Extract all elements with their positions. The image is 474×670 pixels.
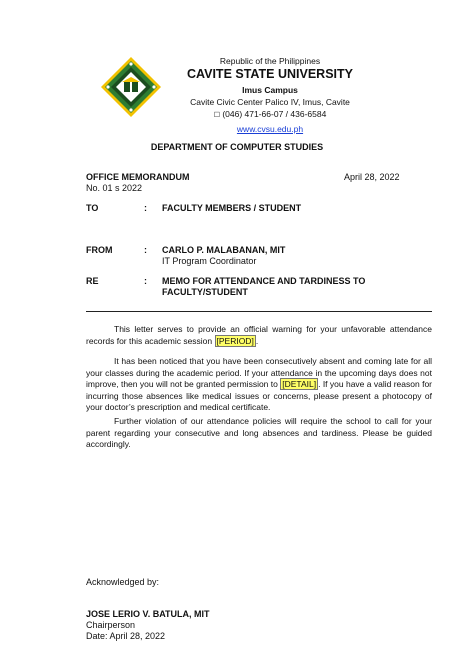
re-line-2: FACULTY/STUDENT: [162, 287, 248, 297]
chairperson-title: Chairperson: [86, 620, 136, 630]
to-colon: :: [144, 203, 147, 213]
paragraph-2-end: . If you have a valid reason for incurring those absences like medical issues or concerns, please present a photocopy of your doctor’s prescription and medical certificate.: [86, 379, 432, 413]
republic-line: Republic of the Philippines: [219, 56, 321, 66]
memo-number: No. 01 s 2022: [86, 183, 143, 193]
re-line-1: MEMO FOR ATTENDANCE AND TARDINESS TO: [162, 276, 366, 286]
university-name: CAVITE STATE UNIVERSITY: [187, 67, 353, 81]
paragraph-2: [86, 356, 432, 414]
acknowledged-label: Acknowledged by:: [86, 577, 160, 587]
period-placeholder: [PERIOD]: [216, 335, 254, 346]
from-colon: :: [144, 245, 147, 255]
to-label: TO: [86, 203, 99, 213]
paragraph-1: This letter serves to provide an official warning for your unfavorable attendance records for this academic session [PERIOD] .: [86, 324, 432, 346]
phone-number: (046) 471-66-07 / 436-6584: [222, 109, 327, 119]
from-title: IT Program Coordinator: [162, 256, 257, 266]
department-title: DEPARTMENT OF COMPUTER STUDIES: [150, 142, 324, 152]
phone-icon: ☐: [213, 112, 220, 119]
paragraph-2-text: It has been noticed that you have been consecutively absent and coming late for all your classes during the academic period. If your attendance in the upcoming days does not improve, then you will not be granted permission to: [86, 356, 432, 390]
campus-address: Cavite Civic Center Palico IV, Imus, Cavite: [190, 97, 350, 107]
memo-date: April 28, 2022: [344, 172, 400, 182]
acknowledgement-date: Date: April 28, 2022: [86, 631, 166, 641]
detail-placeholder: [DETAIL]: [282, 379, 317, 390]
from-label: FROM: [86, 245, 113, 255]
header-divider: [86, 311, 432, 312]
campus-name: Imus Campus: [242, 85, 298, 95]
paragraph-3-text: Further violation of our attendance policies will require the school to call for your parent regarding your consecutive and long absences and tardiness. Please be guided accordingly.: [86, 416, 432, 450]
memo-type: OFFICE MEMORANDUM: [86, 172, 190, 182]
paragraph-3: [86, 416, 432, 451]
website-link[interactable]: www.cvsu.edu.ph: [236, 124, 304, 134]
paragraph-1-text: This letter serves to provide an official warning for your unfavorable attendance records for this academic session: [86, 324, 432, 346]
chairperson-name: JOSE LERIO V. BATULA, MIT: [86, 609, 210, 619]
letterhead: [150, 56, 390, 135]
re-label: RE: [86, 276, 99, 286]
phone-line: [150, 108, 390, 122]
to-value: FACULTY MEMBERS / STUDENT: [162, 203, 302, 213]
from-name: CARLO P. MALABANAN, MIT: [162, 245, 286, 255]
re-colon: :: [144, 276, 147, 286]
